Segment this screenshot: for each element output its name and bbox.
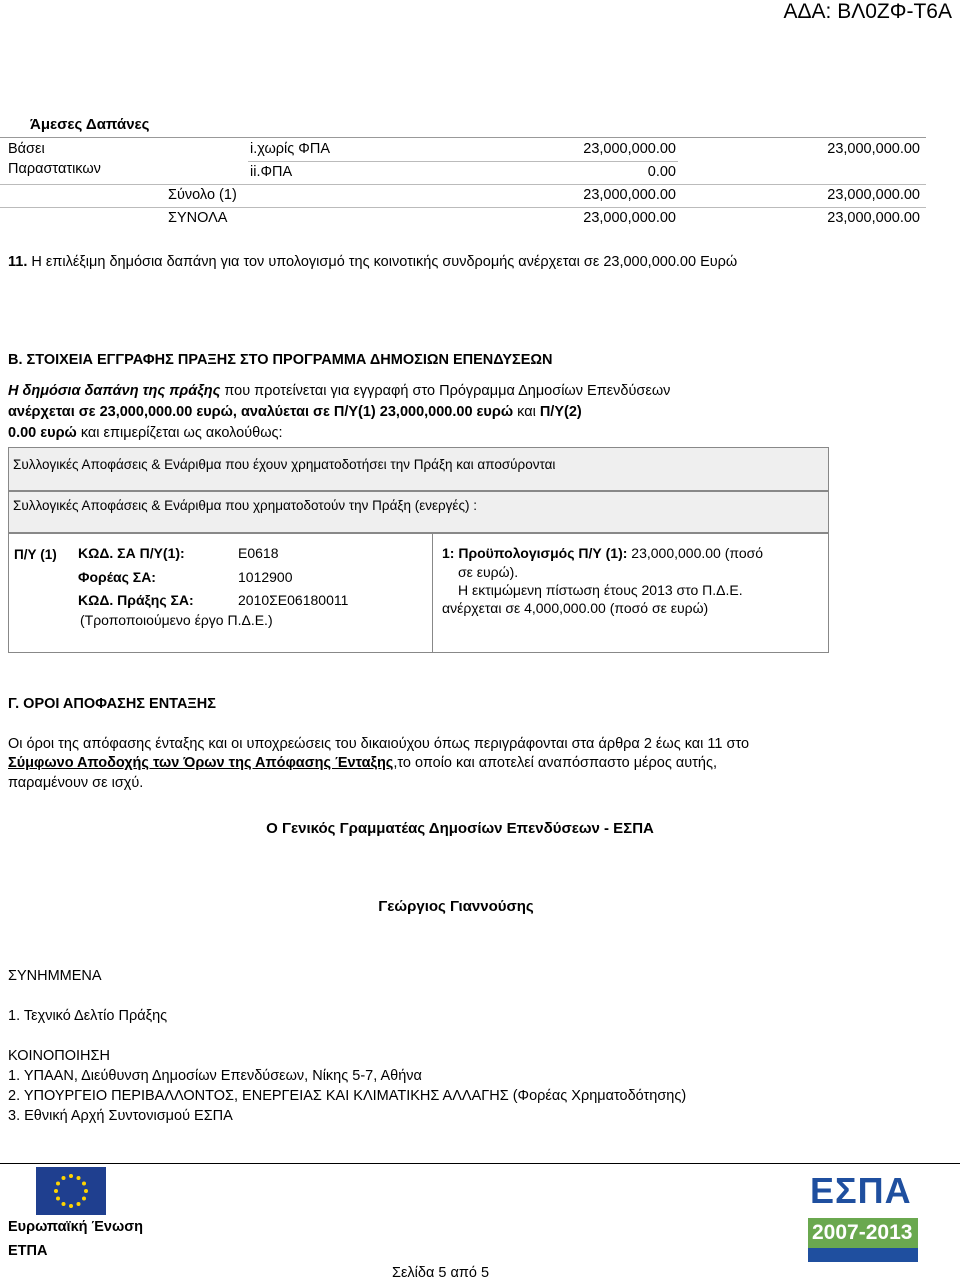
withdrawn-decisions-text: Συλλογικές Αποφάσεις & Ενάριθμα που έχουν χρηματοδοτήσει την Πράξη και αποσύρονται [13, 457, 556, 472]
table-row-divider [248, 161, 678, 162]
signatory-title: Ο Γενικός Γραμματέας Δημοσίων Επενδύσεων - ΕΣΠΑ [266, 820, 654, 837]
eu-flag-icon [36, 1167, 106, 1215]
kod-praxis-label: ΚΩΔ. Πράξης ΣΑ: [78, 592, 194, 608]
notification-item: 3. Εθνική Αρχή Συντονισμού ΕΣΠΑ [8, 1108, 233, 1124]
eu-label: Ευρωπαϊκή Ένωση [8, 1219, 143, 1235]
section-b-title: Β. ΣΤΟΙΧΕΙΑ ΕΓΓΡΑΦΗΣ ΠΡΑΞΗΣ ΣΤΟ ΠΡΟΓΡΑΜΜΑ ΔΗΜΟΣΙΩΝ ΕΠΕΝΔΥΣΕΩΝ [8, 352, 553, 368]
section-c-para-line-3: παραμένουν σε ισχύ. [8, 775, 144, 791]
item-11-number: 11. [8, 254, 28, 270]
item-11 [8, 254, 737, 270]
table-row-value-1: 23,000,000.00 [583, 141, 676, 157]
budget-label: 1: Προϋπολογισμός Π/Υ (1): [442, 545, 628, 561]
table-top-rule [0, 137, 926, 138]
acceptance-agreement-link-text: Σύμφωνο Αποδοχής των Όρων της Απόφασης Ένταξης [8, 755, 394, 771]
direct-costs-title: Άμεσες Δαπάνες [30, 116, 150, 133]
section-b-line-2 [8, 404, 582, 420]
section-b-line-1-rest: που προτείνεται για εγγραφή στο Πρόγραμμα Δημοσίων Επενδύσεων [220, 383, 671, 399]
footer-rule [0, 1163, 960, 1164]
section-b-line-2-b: και [513, 404, 540, 420]
py-label: Π/Υ (1) [14, 547, 57, 562]
section-b-line-3-a: 0.00 ευρώ [8, 425, 77, 441]
notification-item: 2. ΥΠΟΥΡΓΕΙΟ ΠΕΡΙΒΑΛΛΟΝΤΟΣ, ΕΝΕΡΓΕΙΑΣ ΚΑΙ ΚΛΙΜΑΤΙΚΗΣ ΑΛΛΑΓΗΣ (Φορέας Χρηματοδότησης) [8, 1088, 687, 1104]
total-value-1: 23,000,000.00 [583, 210, 676, 226]
basis-label-1: Βάσει [8, 141, 45, 157]
estimate-line-1: Η εκτιμώμενη πίστωση έτους 2013 στο Π.Δ.Ε. [458, 582, 743, 598]
section-c-title: Γ. ΟΡΟΙ ΑΠΟΦΑΣΗΣ ΕΝΤΑΞΗΣ [8, 696, 216, 712]
espa-logo [808, 1170, 918, 1270]
kod-sa-label: ΚΩΔ. ΣΑ Π/Υ(1): [78, 545, 185, 561]
foreas-label: Φορέας ΣΑ: [78, 569, 156, 585]
budget-line-2: σε ευρώ). [458, 564, 519, 580]
active-decisions-text: Συλλογικές Αποφάσεις & Ενάριθμα που χρηματοδοτούν την Πράξη (ενεργές) : [13, 498, 477, 513]
attachment-item: 1. Τεχνικό Δελτίο Πράξης [8, 1008, 168, 1024]
section-c-para-line-1: Οι όροι της απόφασης ένταξης και οι υποχρεώσεις του δικαιούχου όπως περιγράφονται στα άρθρα 2 έως και 11 στο [8, 736, 750, 752]
basis-label-2: Παραστατικων [8, 161, 101, 177]
subtotal-value-1: 23,000,000.00 [583, 187, 676, 203]
budget-box-divider [432, 534, 433, 652]
erdf-label: ΕΤΠΑ [8, 1243, 48, 1259]
total-value-2: 23,000,000.00 [827, 210, 920, 226]
table-row-divider [0, 207, 926, 208]
foreas-value: 1012900 [238, 569, 293, 585]
ada-code: ΑΔΑ: ΒΛ0ΖΦ-Τ6Α [783, 0, 952, 23]
table-row-divider [0, 184, 926, 185]
subtotal-label: Σύνολο (1) [168, 187, 237, 203]
total-label: ΣΥΝΟΛΑ [168, 210, 228, 226]
section-b-line-2-a: ανέρχεται σε 23,000,000.00 ευρώ, αναλύεται σε Π/Υ(1) 23,000,000.00 ευρώ [8, 404, 514, 420]
espa-logo-years: 2007-2013 [812, 1221, 913, 1244]
attachments-title: ΣΥΝΗΜΜΕΝΑ [8, 968, 102, 984]
section-b-line-2-c: Π/Υ(2) [539, 404, 582, 420]
kod-praxis-value: 2010ΣΕ06180011 [238, 592, 349, 608]
withdrawn-decisions-box [8, 447, 829, 491]
notification-title: ΚΟΙΝΟΠΟΙΗΣΗ [8, 1048, 110, 1064]
section-c-para-line-2 [8, 755, 717, 771]
signatory-name: Γεώργιος Γιαννούσης [378, 898, 534, 915]
page-number: Σελίδα 5 από 5 [392, 1265, 490, 1281]
modified-project-note: (Τροποποιούμενο έργο Π.Δ.Ε.) [80, 612, 273, 628]
kod-sa-value: Ε0618 [238, 545, 279, 561]
budget-value: 23,000,000.00 (ποσό [627, 545, 764, 561]
espa-logo-text: ΕΣΠΑ [810, 1170, 912, 1211]
estimate-line-2: ανέρχεται σε 4,000,000.00 (ποσό σε ευρώ) [442, 600, 709, 616]
section-b-line-3-b: και επιμερίζεται ως ακολούθως: [76, 425, 283, 441]
section-c-para-line-2-rest: ,το οποίο και αποτελεί αναπόσπαστο μέρος αυτής, [393, 755, 717, 771]
subtotal-value-2: 23,000,000.00 [827, 187, 920, 203]
notification-item: 1. ΥΠΑΑΝ, Διεύθυνση Δημοσίων Επενδύσεων, Νίκης 5-7, Αθήνα [8, 1068, 422, 1084]
table-row-value-1: 0.00 [647, 164, 676, 180]
section-b-line-1 [8, 383, 670, 399]
public-expense-phrase: Η δημόσια δαπάνη της πράξης [8, 383, 221, 399]
table-row-label: ii.ΦΠΑ [250, 164, 293, 180]
section-b-line-3 [8, 425, 283, 441]
table-row-value-2: 23,000,000.00 [827, 141, 920, 157]
active-decisions-box [8, 491, 829, 533]
table-row-label: i.χωρίς ΦΠΑ [250, 141, 330, 157]
item-11-text: Η επιλέξιμη δημόσια δαπάνη για τον υπολογισμό της κοινοτικής συνδρομής ανέρχεται σε 23,000,000.00 Ευρώ [27, 254, 738, 270]
budget-line-1 [442, 545, 763, 561]
